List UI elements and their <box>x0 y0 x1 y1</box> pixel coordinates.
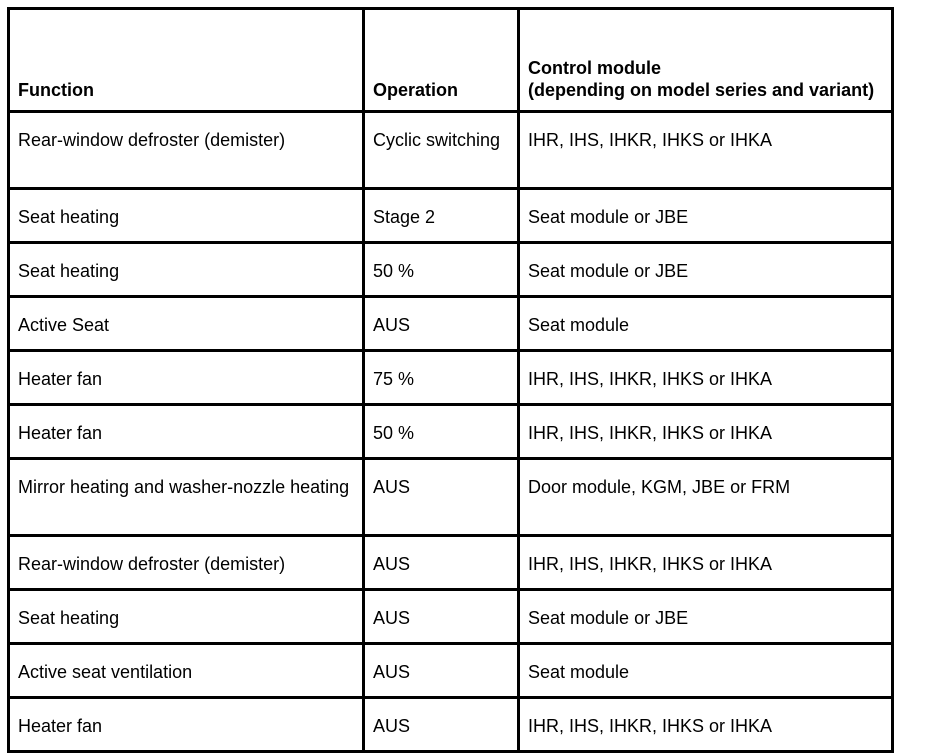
table-row <box>9 405 893 459</box>
cell-operation: 50 % <box>364 405 519 459</box>
table-row <box>9 644 893 698</box>
table-row <box>9 189 893 243</box>
cell-function: Heater fan <box>9 351 364 405</box>
function-table <box>7 7 894 753</box>
header-control-module <box>519 9 893 112</box>
header-control-module-note: (depending on model series and variant) <box>528 80 875 100</box>
cell-function: Mirror heating and washer-nozzle heating <box>9 459 364 536</box>
table-row <box>9 243 893 297</box>
cell-operation: AUS <box>364 459 519 536</box>
table-row <box>9 698 893 752</box>
cell-operation: Stage 2 <box>364 189 519 243</box>
cell-function: Rear-window defroster (demister) <box>9 112 364 189</box>
table-row <box>9 590 893 644</box>
table-row <box>9 459 893 536</box>
cell-function: Seat heating <box>9 590 364 644</box>
table-row <box>9 297 893 351</box>
cell-control-module: Seat module or JBE <box>519 243 893 297</box>
cell-control-module: IHR, IHS, IHKR, IHKS or IHKA <box>519 351 893 405</box>
cell-control-module: IHR, IHS, IHKR, IHKS or IHKA <box>519 405 893 459</box>
header-row <box>9 9 893 112</box>
cell-operation: AUS <box>364 590 519 644</box>
cell-operation: AUS <box>364 644 519 698</box>
cell-control-module: Door module, KGM, JBE or FRM <box>519 459 893 536</box>
cell-function: Heater fan <box>9 405 364 459</box>
cell-control-module: Seat module <box>519 644 893 698</box>
cell-operation: AUS <box>364 536 519 590</box>
cell-control-module: Seat module <box>519 297 893 351</box>
header-operation: Operation <box>364 9 519 112</box>
cell-control-module: Seat module or JBE <box>519 590 893 644</box>
cell-function: Active Seat <box>9 297 364 351</box>
cell-function: Active seat ventilation <box>9 644 364 698</box>
cell-function: Seat heating <box>9 189 364 243</box>
header-function: Function <box>9 9 364 112</box>
cell-control-module: IHR, IHS, IHKR, IHKS or IHKA <box>519 112 893 189</box>
cell-control-module: IHR, IHS, IHKR, IHKS or IHKA <box>519 698 893 752</box>
cell-function: Heater fan <box>9 698 364 752</box>
cell-control-module: Seat module or JBE <box>519 189 893 243</box>
cell-operation: Cyclic switching <box>364 112 519 189</box>
header-control-module-title: Control module <box>528 58 661 78</box>
cell-function: Rear-window defroster (demister) <box>9 536 364 590</box>
cell-operation: 50 % <box>364 243 519 297</box>
table-row <box>9 536 893 590</box>
cell-operation: AUS <box>364 297 519 351</box>
table-row <box>9 351 893 405</box>
cell-operation: AUS <box>364 698 519 752</box>
table-row <box>9 112 893 189</box>
cell-function: Seat heating <box>9 243 364 297</box>
cell-operation: 75 % <box>364 351 519 405</box>
cell-control-module: IHR, IHS, IHKR, IHKS or IHKA <box>519 536 893 590</box>
